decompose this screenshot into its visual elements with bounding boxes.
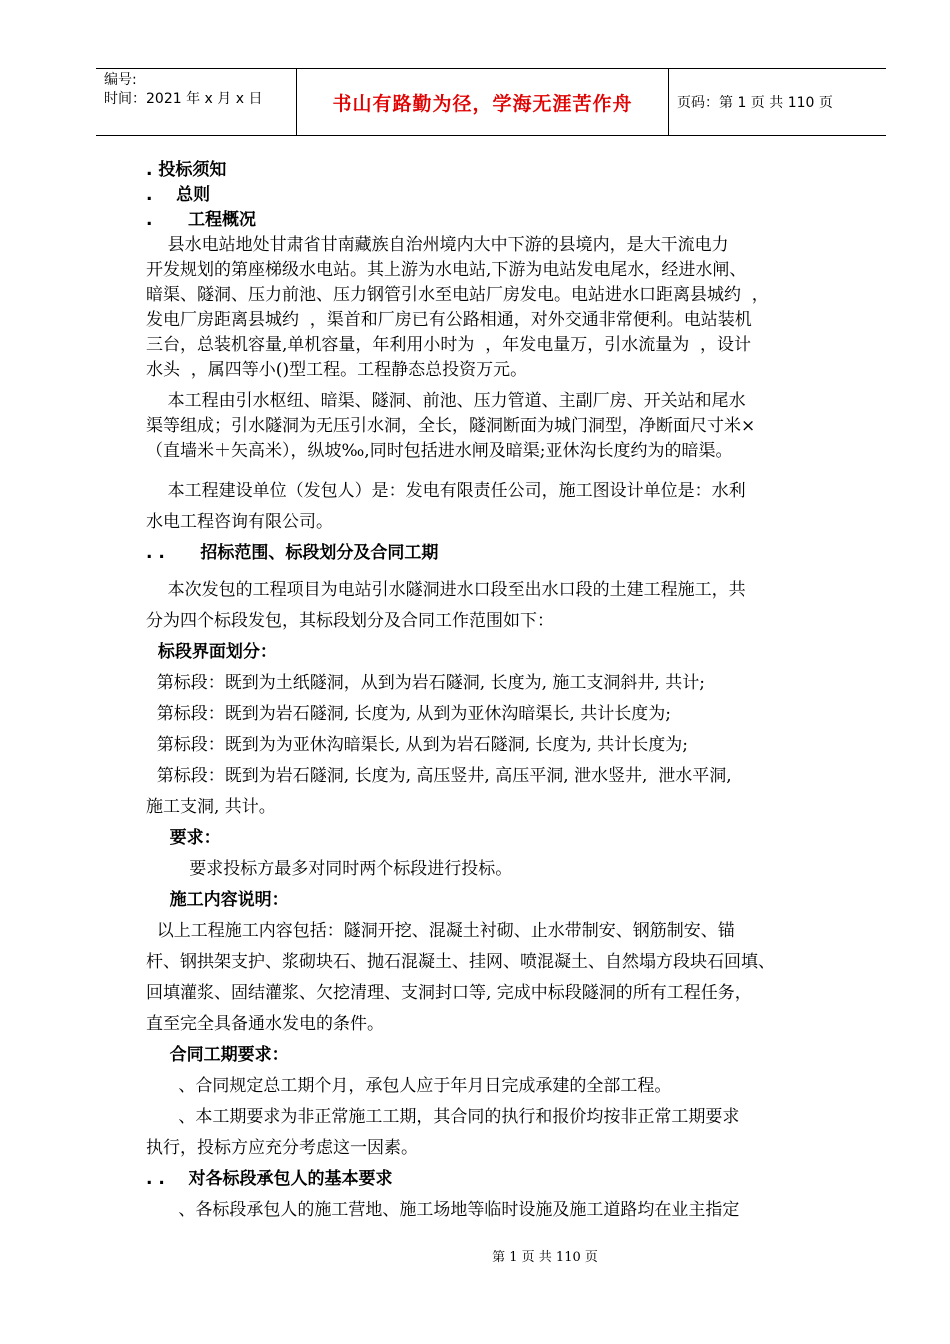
header-meta [96,69,296,135]
list-item: 第标段：既到为为亚休沟暗渠长, 从到为岩石隧洞, 长度为, 共计长度为; [146,735,688,755]
paragraph-line: 县水电站地处甘肃省甘南藏族自治州境内大中下游的县境内，是大干流电力 [146,235,729,255]
document-body [146,158,846,1226]
paragraph-overview [146,233,846,383]
paragraph-line: 开发规划的第座梯级水电站。其上游为水电站,下游为电站发电尾水，经进水闸、 [146,260,747,280]
header-page-info: 页码：第 1 页 共 110 页 [677,95,833,111]
heading-section-division: 标段界面划分： [146,642,277,662]
paragraph-line: 直至完全具备通水发电的条件。 [146,1014,384,1034]
paragraph-line: 以上工程施工内容包括：隧洞开挖、混凝土衬砌、止水带制安、钢筋制安、锚 [146,921,735,941]
paragraph-line: 分为四个标段发包，其标段划分及合同工作范围如下： [146,611,554,631]
paragraph-scope [146,575,846,637]
paragraph-line: 、本工期要求为非正常施工工期，其合同的执行和报价均按非正常工期要求 [146,1107,740,1127]
header-motto: 书山有路勤为径，学海无涯苦作舟 [332,92,633,115]
list-sections [146,668,846,823]
paragraph-line: 、各标段承包人的施工营地、施工场地等临时设施及施工道路均在业主指定 [146,1200,740,1220]
heading-general: . 总则 [146,185,211,205]
paragraph-line: 本工程建设单位（发包人）是：发电有限责任公司，施工图设计单位是：水利 [146,481,746,501]
page-footer: 第 1 页 共 110 页 [492,1250,598,1265]
list-item: 第标段：既到为岩石隧洞, 长度为, 从到为亚休沟暗渠长, 共计长度为; [146,704,671,724]
paragraph-line: 水电工程咨询有限公司。 [146,512,333,532]
paragraph-contractor-requirements [146,1195,846,1226]
heading-requirements: 要求： [146,828,221,848]
heading-work-content: 施工内容说明： [146,890,289,910]
paragraph-line: 本工程由引水枢纽、暗渠、隧洞、前池、压力管道、主副厂房、开关站和尾水 [146,391,746,411]
header-motto-cell [296,69,669,135]
paragraph-line: 发电厂房距离县城约 ，渠首和厂房已有公路相通，对外交通非常便利。电站装机 [146,310,752,330]
list-item: 施工支洞, 共计。 [146,797,276,817]
paragraph-line: 杆、钢拱架支护、浆砌块石、抛石混凝土、挂网、喷混凝土、自然塌方段块石回填、 [146,952,775,972]
document-time-label: 时间：2021 年 x 月 x 日 [104,91,263,107]
paragraph-line: 本次发包的工程项目为电站引水隧洞进水口段至出水口段的土建工程施工，共 [146,580,746,600]
paragraph-requirements: 要求投标方最多对同时两个标段进行投标。 [146,859,513,879]
heading-project-overview: . 工程概况 [146,210,256,230]
paragraph-work-content [146,916,846,1040]
paragraph-line: 渠等组成；引水隧洞为无压引水洞，全长，隧洞断面为城门洞型，净断面尺寸米× [146,416,756,436]
paragraph-line: 三台，总装机容量,单机容量，年利用小时为 ，年发电量万，引水流量为 ，设计 [146,335,752,355]
paragraph-composition [146,389,846,464]
paragraph-contract-period [146,1071,846,1164]
document-number-label: 编号: [104,72,137,88]
paragraph-owner [146,476,846,538]
paragraph-line: 暗渠、隧洞、压力前池、压力钢管引水至电站厂房发电。电站进水口距离县城约 ， [146,285,769,305]
heading-scope: . . 招标范围、标段划分及合同工期 [146,543,439,563]
heading-contractor-requirements: . . 对各标段承包人的基本要求 [146,1169,393,1189]
page-header [96,68,886,136]
list-item: 第标段：既到为土纸隧洞，从到为岩石隧洞, 长度为, 施工支洞斜井, 共计; [146,673,705,693]
paragraph-line: 水头 ，属四等小()型工程。工程静态总投资万元。 [146,360,528,380]
heading-contract-period: 合同工期要求： [146,1045,289,1065]
paragraph-line: 回填灌浆、固结灌浆、欠挖清理、支洞封口等, 完成中标段隧洞的所有工程任务， [146,983,752,1003]
paragraph-line: （直墙米＋矢高米），纵坡‰,同时包括进水闸及暗渠;亚休沟长度约为的暗渠。 [146,441,733,461]
paragraph-line: 执行，投标方应充分考虑这一因素。 [146,1138,418,1158]
paragraph-line: 、合同规定总工期个月，承包人应于年月日完成承建的全部工程。 [146,1076,672,1096]
heading-bidding-notice: . 投标须知 [146,160,227,180]
list-item: 第标段：既到为岩石隧洞, 长度为, 高压竖井, 高压平洞, 泄水竖井, 泄水平洞, [146,766,732,786]
